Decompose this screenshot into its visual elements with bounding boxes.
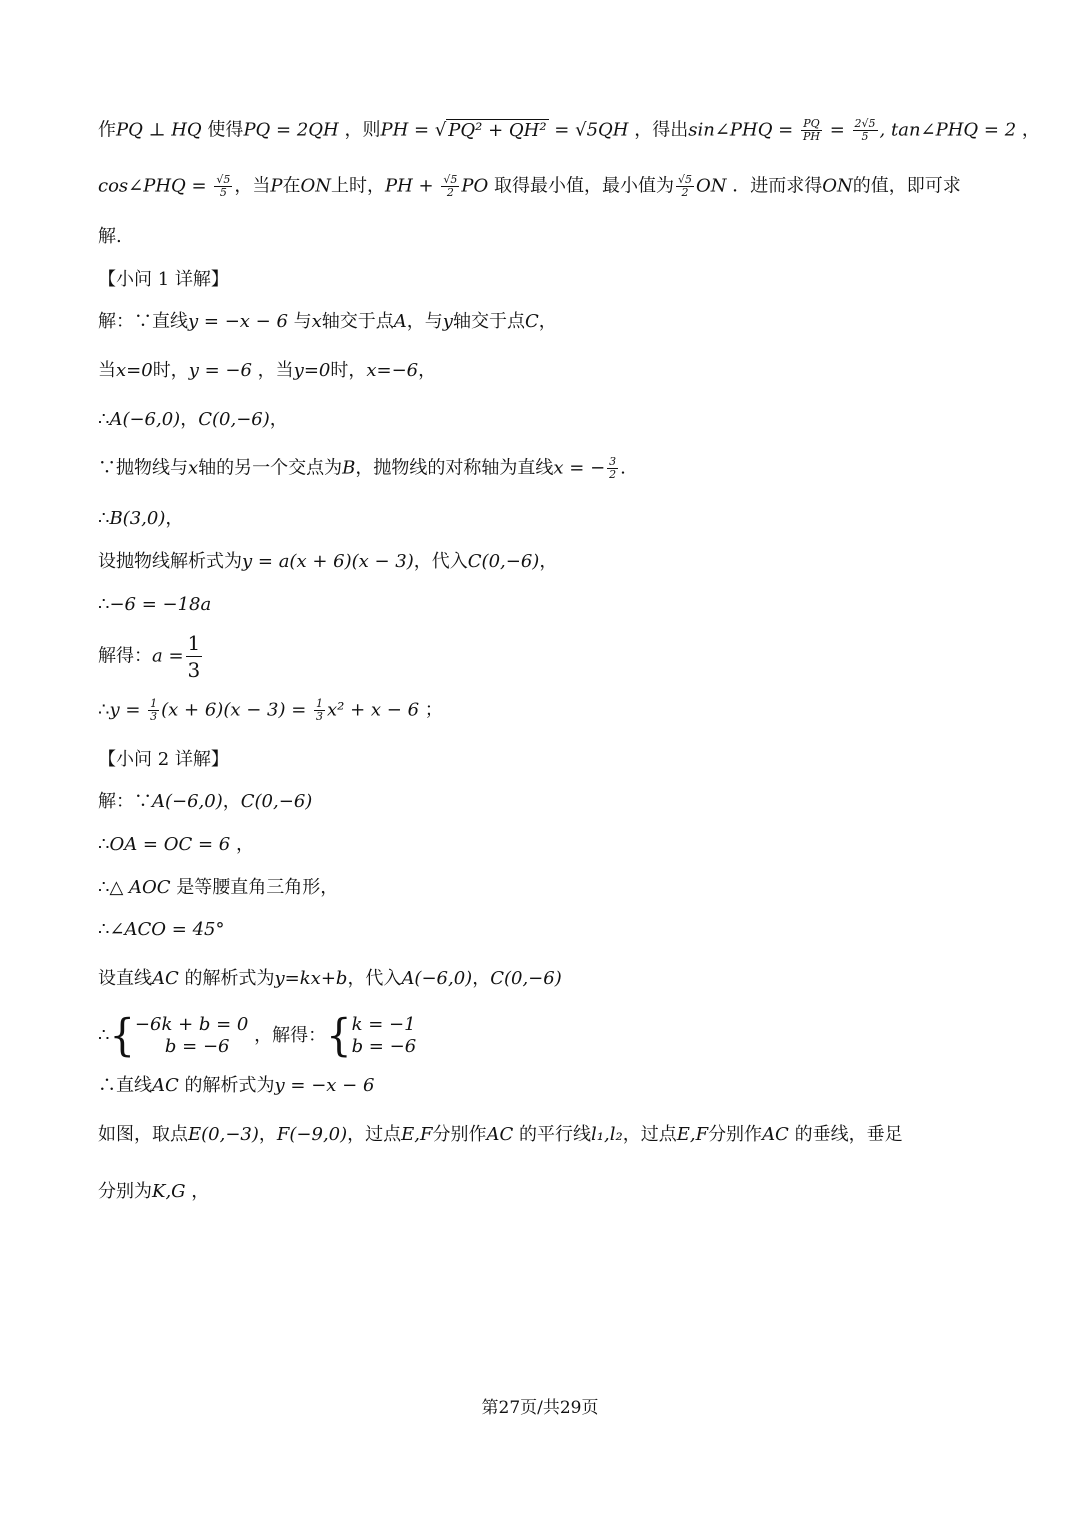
- math: E,F: [676, 1124, 709, 1145]
- math: K,G: [152, 1181, 186, 1202]
- math: x=0: [116, 360, 153, 381]
- text-line-3: 解.: [98, 226, 122, 247]
- math: y: [442, 311, 453, 332]
- math: C(0,−6): [240, 791, 313, 812]
- text: 取得最小值，最小值为: [488, 175, 674, 197]
- text-line-10: [98, 550, 990, 574]
- text: 如图，取点: [98, 1124, 188, 1145]
- math: x: [311, 311, 322, 332]
- denominator: 3: [316, 710, 324, 723]
- text-line-1: [98, 117, 1040, 143]
- math: =: [823, 119, 851, 141]
- text: 上时，: [330, 175, 385, 197]
- math: A(−6,0): [401, 968, 473, 989]
- equation-system-1: [135, 1014, 248, 1058]
- text: 的值，即可求: [852, 175, 961, 197]
- text-line-5: [98, 310, 990, 334]
- text: ∴: [98, 409, 110, 430]
- text: 的解析式为: [178, 968, 275, 989]
- math: y=0: [293, 360, 331, 381]
- text: 解得：: [98, 645, 152, 667]
- text-line-16: [98, 833, 990, 857]
- text: 设抛物线解析式为: [98, 551, 242, 572]
- text: ，当: [251, 360, 294, 381]
- text: 的平行线: [513, 1124, 592, 1145]
- math: B: [342, 457, 356, 479]
- text: ∴直线: [98, 1075, 152, 1096]
- text: ，: [185, 1181, 210, 1202]
- math: y=kx+b: [274, 968, 348, 989]
- text: ，: [539, 551, 558, 572]
- fraction: [801, 118, 822, 143]
- page-number: 第27页/共29页: [481, 1398, 599, 1418]
- text: ，: [1016, 119, 1040, 141]
- text: 与: [287, 311, 312, 332]
- math: AC: [762, 1124, 789, 1145]
- math: PH +: [384, 175, 440, 197]
- text: .: [620, 457, 626, 479]
- text: ，解得：: [248, 1025, 327, 1046]
- denominator: 3: [187, 658, 201, 682]
- text: 当: [98, 360, 116, 381]
- text: ，则: [338, 119, 381, 141]
- text: ，: [472, 968, 491, 989]
- math: OA = OC = 6: [109, 834, 231, 855]
- math: A: [393, 311, 407, 332]
- text-line-9: [98, 507, 990, 531]
- math: E(0,−3): [188, 1124, 259, 1145]
- text-line-19: [98, 967, 990, 991]
- text: 作: [98, 119, 116, 141]
- text: 使得: [201, 119, 244, 141]
- text: 时，: [152, 360, 189, 381]
- math: AOC: [129, 877, 171, 898]
- fraction: [441, 174, 459, 199]
- text: ∴: [98, 508, 110, 529]
- text-line-7: [98, 408, 990, 432]
- numerator: √5: [677, 173, 692, 186]
- equation: k = −1: [351, 1014, 416, 1035]
- math: −6 = −18a: [109, 594, 212, 615]
- denominator: 2: [446, 186, 454, 199]
- fraction: [676, 174, 694, 199]
- math: PO: [461, 175, 489, 197]
- math: AC: [152, 968, 179, 989]
- text: ，代入: [347, 968, 402, 989]
- text: ，: [538, 311, 557, 332]
- text: ∵抛物线与: [98, 457, 188, 479]
- text: ∴△: [98, 877, 130, 898]
- equation: −6k + b = 0: [134, 1014, 249, 1035]
- equation: b = −6: [164, 1036, 230, 1057]
- text: 轴交于点: [321, 311, 394, 332]
- math: x: [188, 457, 199, 479]
- text: ，与: [406, 311, 443, 332]
- numerator: √5: [216, 173, 231, 186]
- text: ，: [230, 834, 254, 855]
- denominator: 3: [150, 710, 158, 723]
- math: A(−6,0): [152, 791, 223, 812]
- math: y = a(x + 6)(x − 3): [242, 551, 414, 572]
- math: F(−9,0): [276, 1124, 348, 1145]
- math: y =: [109, 699, 147, 721]
- text-line-11: [98, 593, 990, 617]
- fraction: [186, 630, 203, 683]
- text: ，抛物线的对称轴为直线: [355, 457, 554, 479]
- math: y = −x − 6: [188, 311, 288, 332]
- equation-system-2: [352, 1014, 417, 1058]
- math: y = −6: [188, 360, 252, 381]
- math: ON: [822, 175, 853, 197]
- text: ．进而求得: [726, 175, 823, 197]
- fraction: [214, 174, 232, 199]
- text-line-21: [98, 1074, 990, 1098]
- numerator: √5: [443, 173, 458, 186]
- text-line-2: [98, 174, 990, 199]
- math: C(0,−6): [467, 551, 540, 572]
- text: ，: [180, 409, 199, 430]
- text: ，当: [234, 175, 271, 197]
- numerator: 2√5: [854, 117, 876, 130]
- text: ∴: [98, 919, 110, 940]
- fraction: [853, 118, 878, 143]
- denominator: 2: [681, 186, 689, 199]
- math: PQ ⊥ HQ: [116, 119, 202, 141]
- text-line-17: [98, 876, 990, 900]
- math: A(−6,0): [109, 409, 181, 430]
- text: 时，: [330, 360, 367, 381]
- text-line-6: [98, 359, 990, 383]
- numerator: 1: [187, 631, 201, 655]
- text: 的解析式为: [178, 1075, 275, 1096]
- denominator: 5: [861, 130, 869, 143]
- text-line-23: [98, 1180, 990, 1204]
- text: 在: [282, 175, 301, 197]
- math: sin∠PHQ =: [688, 119, 799, 141]
- math: AC: [152, 1075, 179, 1096]
- text: ，: [222, 791, 241, 812]
- math: E,F: [401, 1124, 433, 1145]
- text: ，得出: [628, 119, 689, 141]
- fraction: [314, 698, 325, 723]
- text-line-18: [98, 918, 990, 942]
- text: 轴的另一个交点为: [198, 457, 343, 479]
- math: P: [270, 175, 283, 197]
- denominator: 5: [219, 186, 227, 199]
- math: , tan∠PHQ = 2: [879, 119, 1017, 141]
- math: B(3,0): [109, 508, 166, 529]
- text: ，: [258, 1124, 277, 1145]
- math: = √5QH: [548, 119, 629, 141]
- text-line-22: [98, 1123, 990, 1147]
- numerator: 3: [609, 455, 617, 468]
- math: AC: [486, 1124, 514, 1145]
- math: (x + 6)(x − 3) =: [161, 699, 313, 721]
- math: ∠ACO = 45°: [109, 919, 225, 940]
- numerator: PQ: [801, 118, 822, 131]
- text: ；: [419, 699, 443, 721]
- text: ，: [269, 409, 288, 430]
- math: l₁,l₂: [591, 1124, 623, 1145]
- math: x = −: [553, 457, 606, 479]
- math: PH = √: [380, 119, 447, 141]
- math: ON: [300, 175, 331, 197]
- text-line-12: [98, 630, 990, 680]
- math: C: [524, 311, 539, 332]
- text: 解：∵: [98, 791, 152, 812]
- left-brace: {: [109, 1010, 135, 1062]
- math: y = −x − 6: [274, 1075, 375, 1096]
- text: 分别为: [98, 1181, 152, 1202]
- math: PQ = 2QH: [243, 119, 339, 141]
- text: 分别作: [708, 1124, 763, 1145]
- math-radicand: PQ² + QH²: [448, 119, 547, 141]
- text: 解：∵直线: [98, 311, 188, 332]
- text: ∴: [98, 594, 110, 615]
- math: C(0,−6): [198, 409, 270, 430]
- equation: b = −6: [351, 1036, 417, 1057]
- fraction: [607, 456, 618, 481]
- text-line-13: [98, 698, 990, 723]
- text: ，过点: [622, 1124, 677, 1145]
- math: ON: [695, 175, 727, 197]
- math: C(0,−6): [490, 968, 562, 989]
- section-heading-2: 【小问 2 详解】: [98, 749, 229, 770]
- left-brace: {: [326, 1010, 352, 1062]
- numerator: 1: [316, 697, 324, 710]
- text: ，过点: [347, 1124, 402, 1145]
- text: ∴: [98, 834, 110, 855]
- text: ，: [418, 360, 437, 381]
- denominator: PH: [802, 130, 820, 143]
- text-line-20: [98, 1012, 990, 1060]
- text: 分别作: [432, 1124, 487, 1145]
- math: cos∠PHQ =: [98, 175, 213, 197]
- numerator: 1: [150, 697, 158, 710]
- text-line-15: [98, 790, 990, 814]
- text-line-8: [98, 456, 990, 481]
- text: 轴交于点: [452, 311, 525, 332]
- denominator: 2: [609, 468, 617, 481]
- text: ∴: [98, 1025, 110, 1046]
- text: 的垂线，垂足: [788, 1124, 903, 1145]
- math: a =: [152, 645, 184, 667]
- math: x=−6: [366, 360, 419, 381]
- text: ∴: [98, 699, 110, 721]
- section-heading-1: 【小问 1 详解】: [98, 269, 229, 290]
- fraction: [148, 698, 159, 723]
- text: ，代入: [413, 551, 468, 572]
- text: 是等腰直角三角形，: [170, 877, 339, 898]
- math: x² + x − 6: [327, 699, 420, 721]
- text: 设直线: [98, 968, 152, 989]
- text: ，: [165, 508, 184, 529]
